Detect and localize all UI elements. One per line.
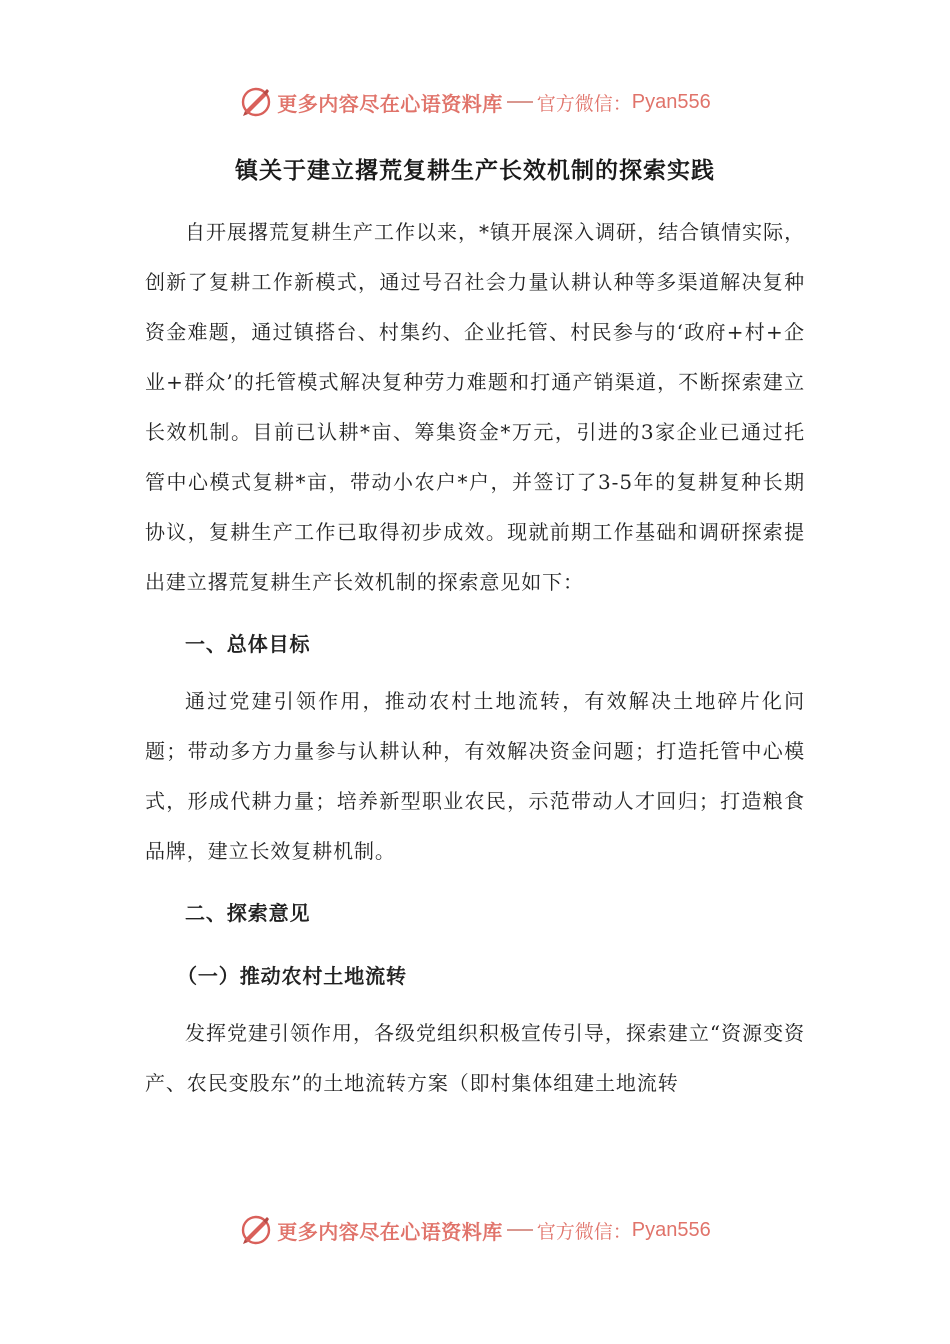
intro-paragraph: 自开展撂荒复耕生产工作以来，*镇开展深入调研，结合镇情实际，创新了复耕工作新模式，通过号召社会力量认耕认种等多渠道解决复种资金难题，通过镇搭台、村集约、企业托管、村民参与的‘政府+村+企业+群众’的托管模式解决复种劳力难题和打通产销渠道，不断探索建立长效机制。目前已认耕*亩、筹集资金*万元，引进的3家企业已通过托管中心模式复耕*亩，带动小农户*户，并签订了3-5年的复耕复种长期协议，复耕生产工作已取得初步成效。现就前期工作基础和调研探索提出建立撂荒复耕生产长效机制的探索意见如下：: [145, 220, 805, 594]
section1-heading: 一、总体目标: [185, 632, 311, 656]
document-title: 镇关于建立撂荒复耕生产长效机制的探索实践: [235, 157, 715, 184]
section2-sub1-paragraph: 发挥党建引领作用，各级党组织积极宣传引导，探索建立“资源变资产、农民变股东”的土地流转方案（即村集体组建土地流转: [145, 1021, 805, 1095]
section1-paragraph: 通过党建引领作用，推动农村土地流转，有效解决土地碎片化问题；带动多方力量参与认耕认种，有效解决资金问题；打造托管中心模式，形成代耕力量；培养新型职业农民，示范带动人才回归；打造粮食品牌，建立长效复耕机制。: [145, 689, 805, 863]
banner-dash: [507, 101, 533, 103]
banner-wechat-label: 官方微信：: [536, 92, 632, 115]
footer-banner: [0, 1210, 950, 1250]
banner-wechat-label: 官方微信：: [536, 1220, 632, 1243]
banner-brand-text: 更多内容尽在心语资料库: [277, 1219, 503, 1244]
banner-wechat-id: Pyan556: [631, 90, 711, 113]
header-banner: [0, 82, 950, 122]
banner-wechat-id: Pyan556: [631, 1218, 711, 1241]
section2-subheading-1: （一）推动农村土地流转: [177, 964, 407, 988]
pen-logo-icon: [239, 85, 273, 119]
document-body: [145, 207, 805, 1108]
banner-brand-text: 更多内容尽在心语资料库: [277, 91, 503, 116]
section2-heading: 二、探索意见: [185, 901, 311, 925]
pen-logo-icon: [239, 1213, 273, 1247]
banner-dash: [507, 1229, 533, 1231]
